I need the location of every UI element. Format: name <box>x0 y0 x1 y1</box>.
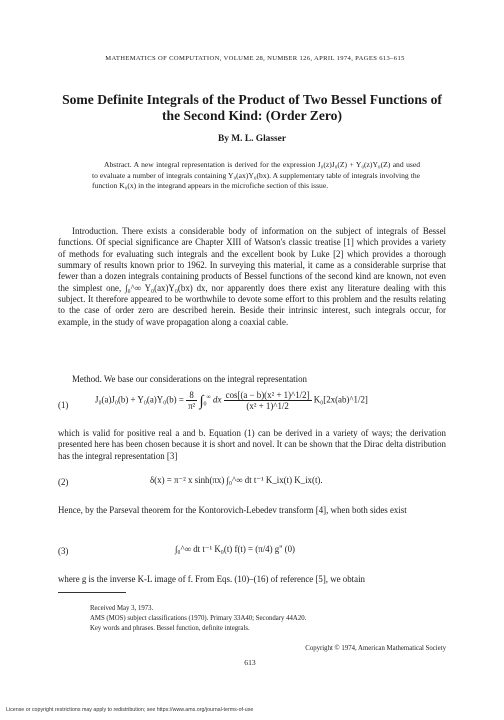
paragraph-after-eq1: which is valid for positive real a and b. Equation (1) can be derived in a variety of ways; the derivation presented here has been chosen because it is short and novel. It can be shown that the Dirac delta distribution has the integral representation [3] <box>58 428 446 461</box>
equation-1-tail: K₀[2x(ab)^1/2] <box>313 394 368 405</box>
license-notice: License or copyright restrictions may apply to redistribution; see https://www.ams.org/journal-terms-of-use <box>6 707 254 713</box>
copyright-line: Copyright © 1974, American Mathematical Society <box>305 645 446 652</box>
paper-title: Some Definite Integrals of the Product of Two Bessel Functions of the Second Kind: (Order Zero) <box>62 92 442 123</box>
footnote-keywords: Key words and phrases. Bessel function, definite integrals. <box>90 625 250 632</box>
page-number: 613 <box>244 658 256 667</box>
integrand-numerator: cos[(a − b)(x² + 1)^1/2] <box>225 390 310 400</box>
abstract <box>92 160 420 192</box>
equation-1-lhs: J₀(a)J₀(b) + Y₀(a)Y₀(b) = <box>95 394 184 405</box>
intro-text: There exists a considerable body of information on the subject of integrals of Bessel functions. Of special significance are Chapter XIII of Watson's classic treatise [1] which provides a variety of methods for evaluating such integrals and the excellent book by Luke [2] which provides a thorough summary of results known prior to 1962. In surveying this material, it came as a considerable surprise that fewer than a dozen integrals containing products of Bessel functions of the second kind are known, not even the simplest one, ∫₀^∞ Y₀(ax)Y₀(bx) dx, nor apparently does there exist any literature dealing with this subject. It therefore appeared to be worthwhile to devote some effort to this problem and the results relating to the case of order zero are described herein. Beside their intrinsic interest, such integrals occur, for example, in the study of wave propagation along a coaxial cable. <box>58 226 446 327</box>
equation-2: δ(x) = π⁻² x sinh(πx) ∫₀^∞ dt t⁻¹ K_ix(t) K_ix(t). <box>150 475 323 485</box>
integral-sign: ∫ <box>199 393 204 410</box>
running-head: MATHEMATICS OF COMPUTATION, VOLUME 28, NUMBER 126, APRIL 1974, PAGES 613–615 <box>105 55 405 62</box>
footnote-received: Received May 3, 1973. <box>90 605 154 612</box>
equation-1-integrand <box>224 390 312 411</box>
abstract-heading: Abstract. <box>104 160 132 169</box>
integrand-denominator: (x² + 1)^1/2 <box>246 401 289 411</box>
equation-3-number: (3) <box>58 546 69 556</box>
author-line: By M. L. Glasser <box>218 134 286 144</box>
intro-paragraph <box>58 226 446 328</box>
method-paragraph <box>58 374 446 385</box>
equation-1: J₀(a)J₀(b) + Y₀(a)Y₀(b) = $\frac{8}{\text{π²}}$ $\int_0^\infty$ dx $\frac{\text{cos[(a − b)(x² + 1)\textasciicircum{}1/2]}}{\text{(x² + 1)\textasciicircum{}1/2}}$ K₀[2x(ab)^1/2] <box>95 390 368 411</box>
paragraph-after-eq3: where g is the inverse K-L image of f. From Eqs. (10)–(16) of reference [5], we obtain <box>58 574 365 584</box>
equation-2-number: (2) <box>58 477 69 487</box>
method-heading: Method. <box>72 374 102 384</box>
coef-denominator: π² <box>188 401 196 411</box>
paragraph-after-eq2: Hence, by the Parseval theorem for the Kontorovich-Lebedev transform [4], when both sides exist <box>58 505 407 515</box>
footnote-rule <box>58 592 126 593</box>
equation-1-number: (1) <box>58 400 69 410</box>
footnote-ams: AMS (MOS) subject classifications (1970). Primary 33A40; Secondary 44A20. <box>90 615 307 622</box>
coef-numerator: 8 <box>186 390 197 401</box>
abstract-text: A new integral representation is derived for the expression J₀(z)J₀(Z) + Y₀(z)Y₀(Z) and used to evaluate a number of integrals containing Y₀(ax)Y₀(bx). A supplementary table of integrals involving the function K₀(x) in the integrand appears in the microfiche section of this issue. <box>92 160 420 191</box>
intro-heading: Introduction. <box>72 226 119 236</box>
equation-3: ∫₀^∞ dt t⁻¹ K₀(t) f(t) = (π/4) g'' (0) <box>175 544 295 554</box>
equation-1-coefficient <box>186 390 197 411</box>
method-text: We base our considerations on the integral representation <box>103 374 307 384</box>
